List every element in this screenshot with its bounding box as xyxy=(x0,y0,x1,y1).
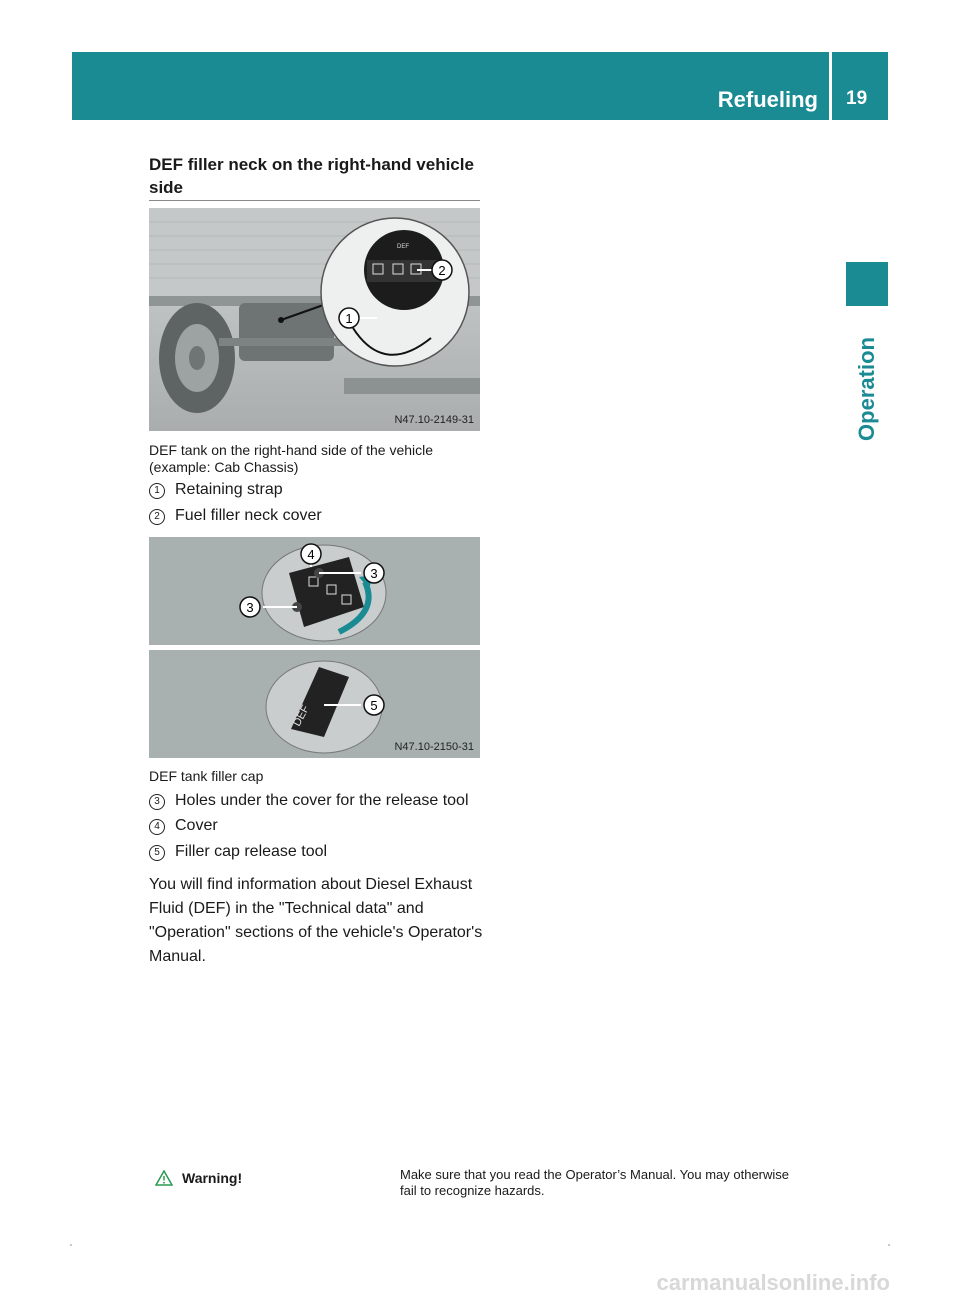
figure-filler-cap xyxy=(149,537,480,758)
legend-number: 3 xyxy=(149,794,165,810)
side-tab-marker xyxy=(846,262,888,306)
legend-text: Cover xyxy=(175,817,218,834)
figure-code: N47.10-2150-31 xyxy=(394,741,474,753)
cap-label: DEF xyxy=(397,244,409,250)
title-divider xyxy=(149,200,480,201)
legend-number: 2 xyxy=(149,509,165,525)
warning-triangle-icon xyxy=(155,1170,173,1186)
legend-item xyxy=(149,817,489,835)
legend-text: Retaining strap xyxy=(175,481,283,498)
filler-cap-illustration xyxy=(149,537,480,758)
section-title: DEF filler neck on the right-hand vehicle side xyxy=(149,155,474,197)
figure-def-tank xyxy=(149,208,480,431)
legend-number: 4 xyxy=(149,819,165,835)
legend-item xyxy=(149,507,489,525)
figure-code: N47.10-2149-31 xyxy=(394,414,474,426)
side-tab xyxy=(844,317,890,461)
figure-caption: DEF tank filler cap xyxy=(149,768,264,784)
page-number: 19 xyxy=(846,88,868,109)
legend-number: 5 xyxy=(149,845,165,861)
body-paragraph: You will find information about Diesel Exhaust Fluid (DEF) in the "Technical data" and "Operation" sections of the vehicle's Operator's Manual. xyxy=(149,876,483,965)
warning-text: Make sure that you read the Operator’s Manual. You may otherwise fail to recognize hazards. xyxy=(400,1167,790,1198)
callout-1-number: 1 xyxy=(345,311,353,326)
header-divider xyxy=(829,52,832,120)
corner-mark xyxy=(888,1244,890,1246)
callout-3-number: 3 xyxy=(370,566,378,581)
legend-number: 1 xyxy=(149,483,165,499)
side-tab-label: Operation xyxy=(854,337,879,441)
legend-text: Filler cap release tool xyxy=(175,843,328,860)
def-tank-illustration xyxy=(149,208,480,431)
callout-5-number: 5 xyxy=(370,698,378,713)
legend-item xyxy=(149,481,489,499)
figure-caption: DEF tank on the right-hand side of the vehicle (example: Cab Chassis) xyxy=(149,442,434,475)
corner-mark xyxy=(70,1244,72,1246)
legend-item xyxy=(149,843,489,861)
legend-text: Fuel filler neck cover xyxy=(175,507,322,524)
chapter-title: Refueling xyxy=(717,87,818,112)
legend-item xyxy=(149,792,489,810)
cap-label: DEF xyxy=(291,703,312,729)
warning-label: Warning! xyxy=(182,1170,243,1186)
callout-2-number: 2 xyxy=(438,263,446,278)
callout-3-left-number: 3 xyxy=(246,600,254,615)
legend-text: Holes under the cover for the release tool xyxy=(175,792,469,809)
callout-4-number: 4 xyxy=(307,547,315,562)
watermark-url: carmanualsonline.info xyxy=(656,1270,890,1295)
